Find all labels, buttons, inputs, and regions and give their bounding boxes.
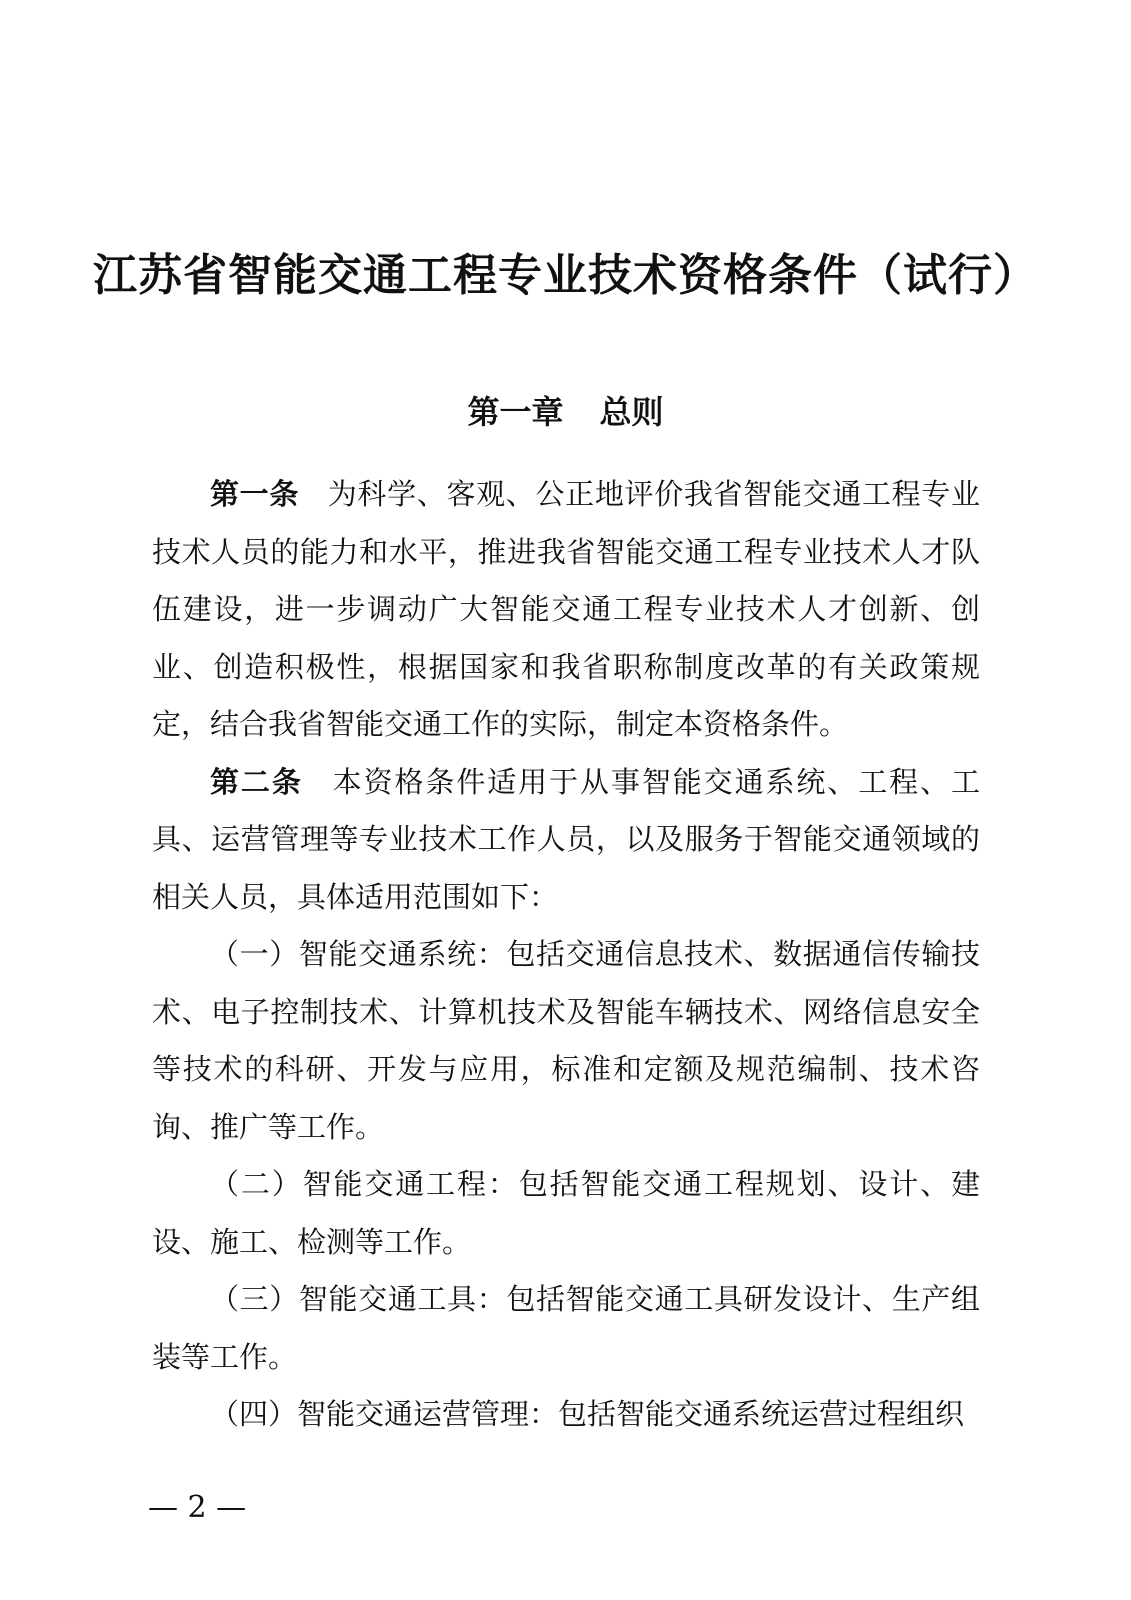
body-text xyxy=(152,466,980,1444)
scope-item-4 xyxy=(152,1386,980,1444)
scope-item-3-label: （三）智能交通工具： xyxy=(210,1282,507,1316)
page-number: — 2 — xyxy=(148,1490,247,1525)
scope-item-4-text: 包括智能交通系统运营过程组织 xyxy=(558,1397,965,1431)
article-2-label: 第二条 xyxy=(210,764,303,799)
scope-item-3 xyxy=(152,1271,980,1386)
article-2-text: 本资格条件适用于从事智能交通系统、工程、工具、运营管理等专业技术工作人员，以及服务于智能交通领域的相关人员，具体适用范围如下： xyxy=(152,764,980,914)
chapter-heading xyxy=(0,386,1131,438)
page-title: 江苏省智能交通工程专业技术资格条件（试行） xyxy=(93,250,1038,301)
scope-item-3-text: 包括智能交通工具研发设计、生产组装等工作。 xyxy=(152,1282,980,1374)
scope-item-1-text: 包括交通信息技术、数据通信传输技术、电子控制技术、计算机技术及智能车辆技术、网络信息安全等技术的科研、开发与应用，标准和定额及规范编制、技术咨询、推广等工作。 xyxy=(152,937,980,1144)
chapter-label: 第一章 xyxy=(467,393,564,431)
scope-item-2 xyxy=(152,1156,980,1271)
article-1-label: 第一条 xyxy=(210,477,300,511)
scope-item-1-label: （一）智能交通系统： xyxy=(210,937,507,971)
chapter-name: 总则 xyxy=(599,393,664,431)
scope-item-4-label: （四）智能交通运营管理： xyxy=(210,1397,559,1431)
article-2 xyxy=(152,754,980,927)
scope-item-1 xyxy=(152,926,980,1156)
scope-item-2-label: （二）智能交通工程： xyxy=(210,1167,519,1201)
article-1-text: 为科学、客观、公正地评价我省智能交通工程专业技术人员的能力和水平，推进我省智能交通工程专业技术人才队伍建设，进一步调动广大智能交通工程专业技术人才创新、创业、创造积极性，根据国家和我省职称制度改革的有关政策规定，结合我省智能交通工作的实际，制定本资格条件。 xyxy=(152,477,980,741)
article-1 xyxy=(152,466,980,754)
scope-item-2-text: 包括智能交通工程规划、设计、建设、施工、检测等工作。 xyxy=(152,1167,980,1259)
